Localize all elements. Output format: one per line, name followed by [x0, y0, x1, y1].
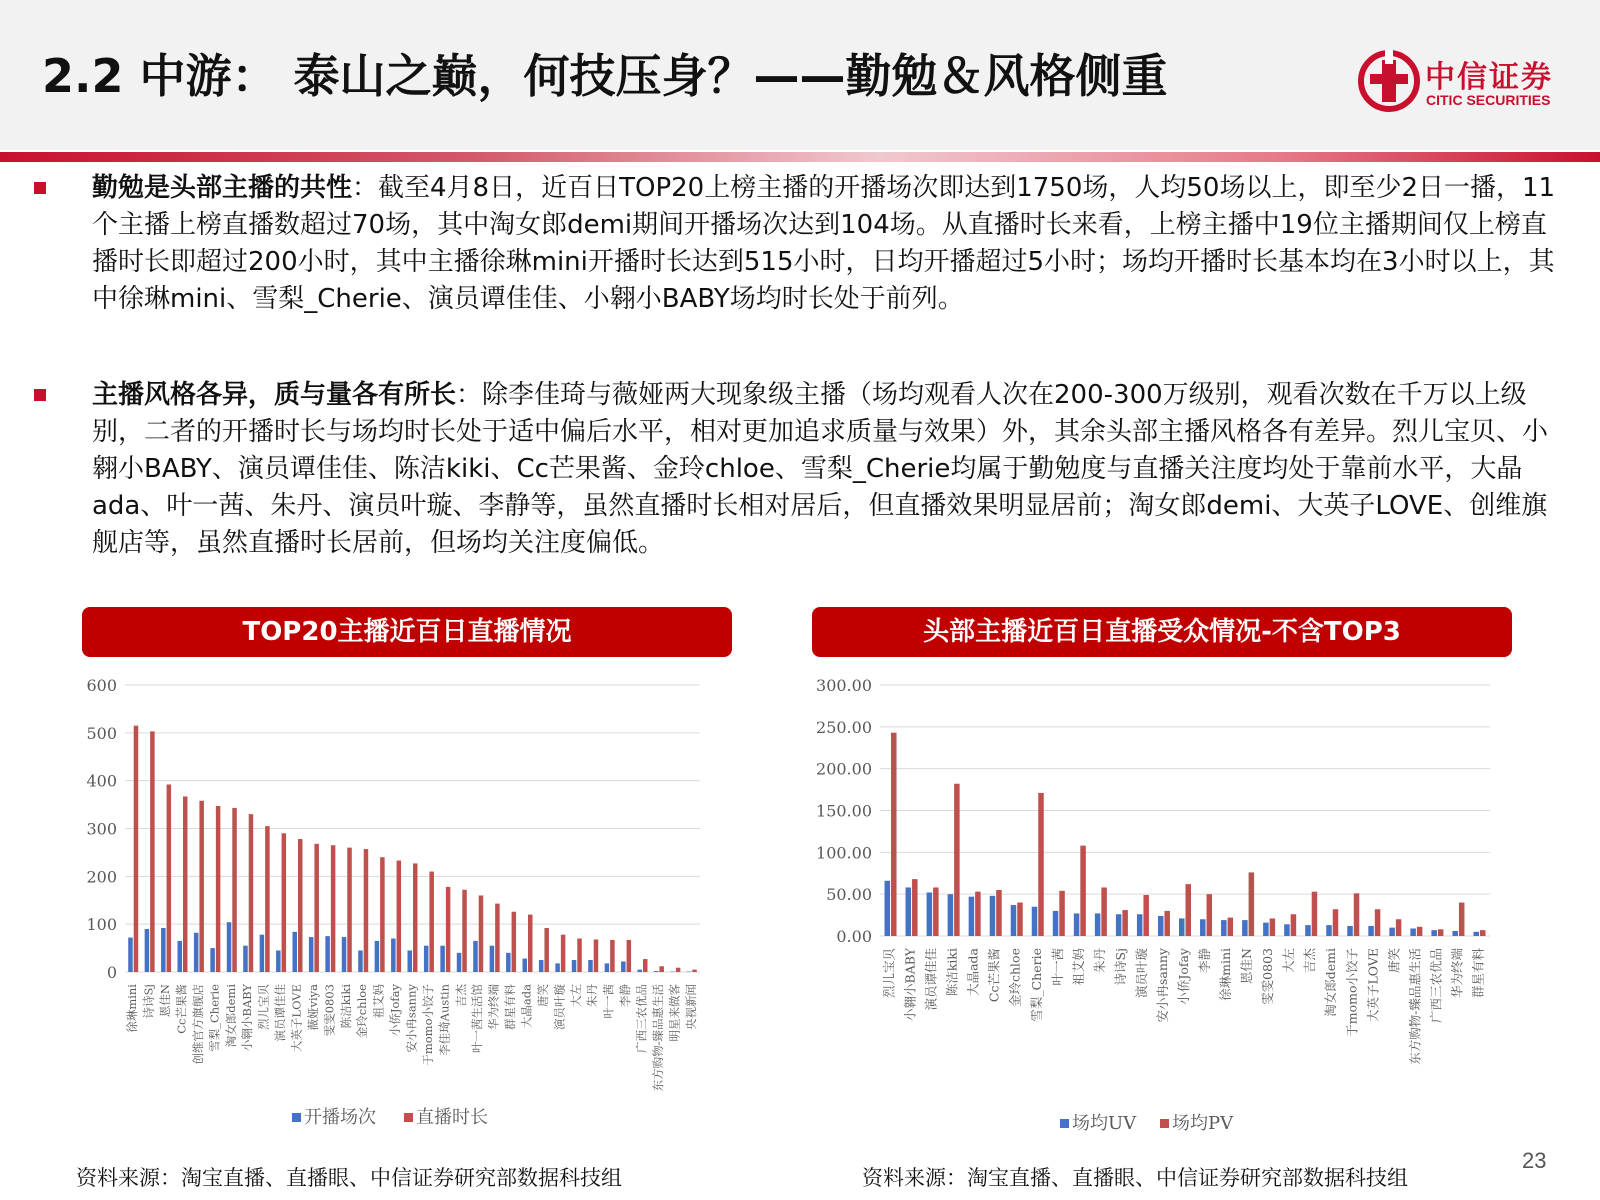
bar-series2: [692, 970, 697, 972]
bar-series2: [265, 826, 270, 972]
bar-series2: [610, 940, 615, 972]
bullet-diligence: [30, 170, 1560, 318]
bar-series1: [1263, 923, 1269, 936]
legend-swatch: [1160, 1119, 1169, 1128]
bar-series1: [145, 929, 150, 972]
x-category-label: 徐琳mini: [125, 984, 140, 1033]
x-category-label: 朱丹: [585, 984, 600, 1007]
bar-series1: [1053, 911, 1059, 936]
x-category-label: 叶一茜: [1049, 948, 1065, 986]
bar-series1: [325, 936, 330, 972]
x-category-label: 大英子LOVE: [289, 984, 304, 1053]
bar-series1: [1074, 913, 1080, 936]
bar-series2: [249, 814, 254, 972]
x-category-label: 唐笑: [535, 984, 550, 1007]
bar-series1: [1200, 919, 1206, 936]
bar-series2: [1017, 903, 1023, 936]
bar-series2: [446, 887, 451, 972]
bar-series2: [134, 726, 139, 972]
bar-series1: [440, 946, 445, 972]
x-category-label: 陈洁kiki: [944, 948, 960, 997]
bar-series1: [906, 887, 912, 936]
bullet-marker: [34, 182, 46, 194]
y-tick-label: 500: [86, 723, 117, 743]
x-category-label: 诗诗Sj: [141, 984, 156, 1019]
x-category-label: 淘女郎demi: [1323, 948, 1339, 1017]
bar-series2: [183, 796, 188, 972]
bar-series2: [627, 940, 632, 972]
bar-series1: [990, 896, 996, 936]
bar-series1: [523, 959, 528, 972]
bar-series1: [1410, 928, 1416, 936]
y-tick-label: 50.00: [826, 885, 872, 905]
bar-series1: [424, 946, 429, 972]
x-category-label: 东方购物-臻品惠生活: [650, 984, 665, 1092]
x-category-label: 演员叶璇: [1133, 948, 1149, 999]
bar-series1: [506, 953, 511, 972]
x-category-label: 小翱小BABY: [240, 984, 255, 1052]
page-title: 2.2 中游： 泰山之巅，何技压身？——勤勉＆风格侧重: [42, 49, 1168, 103]
bar-series2: [1396, 919, 1402, 936]
bar-series2: [1143, 895, 1149, 936]
bar-series2: [167, 784, 172, 972]
bar-series2: [1059, 891, 1065, 936]
bullet-body: ：截至4月8日，近百日TOP20上榜主播的开播场次即达到1750场，人均50场以上，即至少2日一播，11个主播上榜直播数超过70场，其中淘女郎demi期间开播场次达到104场。从直播时长来看，上榜主播中19位主播期间仅上榜直播时长即超过200小时，其中主播徐琳mini开播时长达到515小时，日均开播超过5小时；场均开播时长基本均在3小时以上，其中徐琳mini、雪梨_Cherie、演员谭佳佳、小翱小BABY场均时长处于前列。: [92, 173, 1556, 314]
bar-series2: [933, 887, 939, 936]
x-category-label: 小侨Jofay: [1176, 948, 1191, 1005]
bar-series2: [331, 845, 336, 972]
x-category-label: Cc芒果酱: [986, 948, 1002, 1003]
bar-series1: [178, 941, 183, 972]
bar-series2: [1354, 893, 1360, 936]
bar-series2: [1459, 903, 1465, 936]
y-tick-label: 200.00: [816, 759, 872, 779]
bar-series2: [314, 844, 319, 972]
y-tick-label: 0: [106, 963, 117, 982]
bar-series2: [1438, 929, 1444, 936]
page-number: 23: [1522, 1148, 1547, 1173]
y-tick-label: 300: [86, 819, 117, 839]
bar-series2: [364, 849, 369, 972]
bar-series2: [1375, 909, 1381, 936]
bar-series2: [954, 784, 960, 936]
bar-series1: [210, 948, 215, 972]
x-category-label: 金玲chloe: [355, 984, 370, 1039]
bar-series1: [1158, 916, 1164, 936]
bar-series1: [408, 950, 413, 972]
bar-series1: [654, 971, 659, 972]
logo-text-en: CITIC SECURITIES: [1426, 92, 1551, 108]
bar-series1: [969, 897, 975, 936]
x-category-label: 叶一茜生活馆: [470, 984, 485, 1053]
bar-series2: [1080, 846, 1086, 936]
bullet-heading: 主播风格各异，质与量各有所长: [92, 380, 457, 410]
x-category-label: 演员谭佳佳: [273, 984, 288, 1042]
left-source-note: 资料来源：淘宝直播、直播眼、中信证券研究部数据科技组: [76, 1166, 622, 1190]
x-category-label: 大晶ada: [519, 984, 534, 1029]
y-tick-label: 250.00: [816, 717, 872, 737]
bar-series1: [161, 928, 166, 972]
bar-series1: [342, 937, 347, 972]
bar-series1: [260, 935, 265, 972]
x-category-label: 小翱小BABY: [902, 948, 918, 1021]
x-category-label: 大晶ada: [965, 948, 981, 996]
bar-series2: [1038, 793, 1044, 936]
bullet-marker: [34, 389, 46, 401]
x-category-label: 群星有料: [503, 984, 518, 1030]
x-category-label: 金玲chloe: [1007, 948, 1023, 1007]
x-category-label: 诗诗Sj: [1112, 948, 1128, 986]
y-tick-label: 600: [86, 676, 117, 695]
bullet-body: ：除李佳琦与薇娅两大现象级主播（场均观看人次在200-300万级别，观看次数在千万以上级别，二者的开播时长与场均时长处于适中偏后水平，相对更加追求质量与效果）外，其余头部主播风格各有差异。烈儿宝贝、小翱小BABY、演员谭佳佳、陈洁kiki、Cc芒果酱、金玲chloe、雪梨_Cherie均属于勤勉度与直播关注度均处于靠前水平，大晶ada、叶一茜、朱丹、演员叶璇、李静等，虽然直播时长相对居后，但直播效果明显居前；淘女郎demi、大英子LOVE、创维旗舰店等，虽然直播时长居前，但场均关注度偏低。: [92, 380, 1549, 558]
x-category-label: 华为终端: [1449, 948, 1465, 999]
bar-series2: [232, 808, 237, 972]
bar-series1: [638, 970, 643, 972]
x-category-label: 于momo小饺子: [1344, 948, 1360, 1037]
bar-series2: [298, 839, 303, 972]
x-category-label: 大英子LOVE: [1365, 948, 1381, 1022]
bar-series2: [659, 966, 664, 972]
x-category-label: 于momo小饺子: [420, 984, 435, 1066]
x-category-label: 淘女郎demi: [223, 984, 238, 1048]
bar-series2: [594, 939, 599, 972]
bar-series2: [347, 848, 352, 972]
bar-series2: [1270, 918, 1276, 936]
bar-series1: [605, 963, 610, 972]
bar-series1: [128, 938, 133, 972]
x-category-label: 祖艾妈: [1070, 948, 1086, 986]
right-chart: [800, 665, 1500, 1145]
x-category-label: 东方购物-臻品惠生活: [1407, 948, 1423, 1065]
x-category-label: 雯雯0803: [322, 984, 337, 1037]
x-category-label: 唐笑: [1386, 948, 1402, 974]
x-category-label: 大左: [568, 984, 583, 1007]
bar-series1: [194, 933, 199, 972]
bar-series1: [1305, 925, 1311, 936]
bar-series1: [1032, 907, 1038, 936]
bar-series1: [1368, 926, 1374, 936]
bar-series2: [429, 872, 434, 972]
y-tick-label: 400: [86, 771, 117, 791]
bar-series1: [1347, 926, 1353, 936]
bar-series1: [621, 961, 626, 972]
bar-series2: [1249, 872, 1255, 936]
header-divider: [0, 152, 1600, 162]
bar-series2: [912, 879, 918, 936]
bar-series2: [495, 904, 500, 972]
bar-series2: [1228, 918, 1234, 936]
bar-series1: [1011, 905, 1017, 936]
bar-series2: [891, 733, 897, 936]
bar-series1: [391, 939, 396, 972]
bar-series1: [1179, 918, 1185, 936]
bar-series2: [413, 863, 418, 972]
x-category-label: 烈儿宝贝: [256, 984, 271, 1030]
bar-series2: [676, 968, 681, 972]
y-tick-label: 150.00: [816, 801, 872, 821]
bar-series1: [1431, 930, 1437, 936]
x-category-label: 央视新闻: [683, 984, 698, 1030]
bar-series2: [1101, 887, 1107, 936]
bar-series1: [490, 946, 495, 972]
y-tick-label: 300.00: [816, 676, 872, 695]
bar-series1: [293, 932, 298, 972]
bar-series1: [309, 937, 314, 972]
bar-series1: [1242, 920, 1248, 936]
x-category-label: 雪梨_Cherie: [1028, 948, 1044, 1022]
x-category-label: 创维官方旗舰店: [190, 984, 205, 1065]
x-category-label: 李静: [618, 984, 633, 1007]
bullet-text: [92, 377, 1560, 562]
legend-label: 场均UV: [1072, 1113, 1137, 1134]
x-category-label: 吉杰: [1302, 948, 1318, 974]
bar-series2: [1207, 894, 1213, 936]
bar-series1: [927, 892, 933, 936]
bar-series1: [243, 946, 248, 972]
bullet-text: [92, 170, 1560, 318]
x-category-label: 明星来做客: [667, 984, 682, 1042]
x-category-label: 群星有料: [1470, 948, 1486, 999]
bar-series1: [375, 941, 380, 972]
x-category-label: 华为终端: [486, 984, 501, 1030]
bar-series2: [1480, 930, 1486, 936]
x-category-label: 演员叶璇: [552, 984, 567, 1030]
legend-label: 场均PV: [1172, 1113, 1234, 1134]
y-tick-label: 200: [86, 867, 117, 887]
x-category-label: 陈洁kiki: [338, 984, 353, 1029]
x-category-label: 恩佳N: [1239, 948, 1255, 984]
x-category-label: 大左: [1281, 948, 1297, 974]
y-tick-label: 100.00: [816, 843, 872, 863]
bar-series2: [544, 928, 549, 972]
bar-series1: [1137, 914, 1143, 936]
bar-series1: [227, 922, 232, 972]
bar-series1: [948, 894, 954, 936]
bar-series2: [561, 935, 566, 972]
bar-series1: [885, 881, 891, 936]
bar-series1: [539, 960, 544, 972]
bar-series2: [150, 731, 155, 972]
x-category-label: 广西三农优品: [1428, 948, 1444, 1024]
right-chart-title: 头部主播近百日直播受众情况-不含TOP3: [812, 607, 1512, 657]
bar-series2: [1186, 884, 1192, 936]
bar-series1: [1326, 925, 1332, 936]
left-chart: [70, 665, 720, 1155]
bar-series2: [397, 861, 402, 972]
x-category-label: 叶一茜: [601, 984, 616, 1019]
bar-series1: [1116, 914, 1122, 936]
bar-series2: [462, 890, 467, 972]
bar-series2: [1333, 909, 1339, 936]
bar-series2: [1312, 892, 1318, 936]
x-category-label: 雯雯0803: [1260, 948, 1276, 1005]
bar-series2: [479, 895, 484, 972]
bullet-style: [30, 377, 1560, 562]
bar-series2: [1164, 911, 1170, 936]
bar-series1: [358, 950, 363, 972]
bar-series1: [473, 941, 478, 972]
bar-series1: [1284, 924, 1290, 936]
bar-series1: [1473, 932, 1479, 936]
x-category-label: 徐琳mini: [1218, 948, 1234, 1001]
x-category-label: 李静: [1197, 948, 1213, 974]
legend-label: 直播时长: [416, 1107, 488, 1128]
legend-swatch: [404, 1113, 413, 1122]
bar-series2: [380, 857, 385, 972]
bar-series2: [1417, 927, 1423, 936]
x-category-label: 雪梨_Cherie: [207, 984, 222, 1052]
bar-series2: [216, 806, 221, 972]
legend-swatch: [292, 1113, 301, 1122]
bullet-heading: 勤勉是头部主播的共性: [92, 173, 353, 203]
bar-series1: [276, 950, 281, 972]
x-category-label: 恩佳N: [158, 984, 173, 1018]
bar-series2: [199, 801, 204, 972]
bar-series2: [528, 915, 533, 972]
bar-series1: [1452, 931, 1458, 936]
x-category-label: 祖艾妈: [371, 984, 386, 1019]
bar-series1: [588, 960, 593, 972]
x-category-label: 薇娅viya: [305, 984, 320, 1031]
bar-series1: [1095, 913, 1101, 936]
bar-series2: [577, 939, 582, 972]
left-chart-title: TOP20主播近百日直播情况: [82, 607, 732, 657]
y-tick-label: 100: [86, 915, 117, 935]
x-category-label: 广西三农优品: [634, 984, 649, 1053]
legend-swatch: [1060, 1119, 1069, 1128]
bar-series2: [282, 833, 287, 972]
x-category-label: 小侨Jofay: [388, 984, 403, 1037]
bar-series1: [572, 960, 577, 972]
bar-series2: [512, 912, 516, 972]
bar-series2: [643, 959, 648, 972]
bar-series2: [1291, 914, 1297, 936]
bar-series2: [975, 892, 981, 936]
bar-series1: [1389, 928, 1395, 936]
right-source-note: 资料来源：淘宝直播、直播眼、中信证券研究部数据科技组: [862, 1166, 1408, 1190]
x-category-label: 吉杰: [453, 984, 468, 1007]
bar-series1: [555, 963, 560, 972]
x-category-label: 朱丹: [1091, 948, 1107, 974]
x-category-label: 安小冉sanny: [1154, 948, 1170, 1023]
y-tick-label: 0.00: [836, 927, 872, 946]
x-category-label: 李佳琦Austin: [437, 984, 452, 1056]
x-category-label: Cc芒果酱: [174, 984, 189, 1034]
bar-series2: [1122, 910, 1128, 936]
bar-series1: [457, 953, 462, 972]
x-category-label: 安小冉sanny: [404, 984, 419, 1053]
x-category-label: 烈儿宝贝: [881, 948, 897, 999]
logo-text-cn: 中信证券: [1425, 60, 1553, 95]
bar-series1: [1221, 920, 1227, 936]
legend-label: 开播场次: [304, 1107, 376, 1128]
x-category-label: 演员谭佳佳: [923, 948, 939, 1011]
bar-series2: [996, 890, 1002, 936]
